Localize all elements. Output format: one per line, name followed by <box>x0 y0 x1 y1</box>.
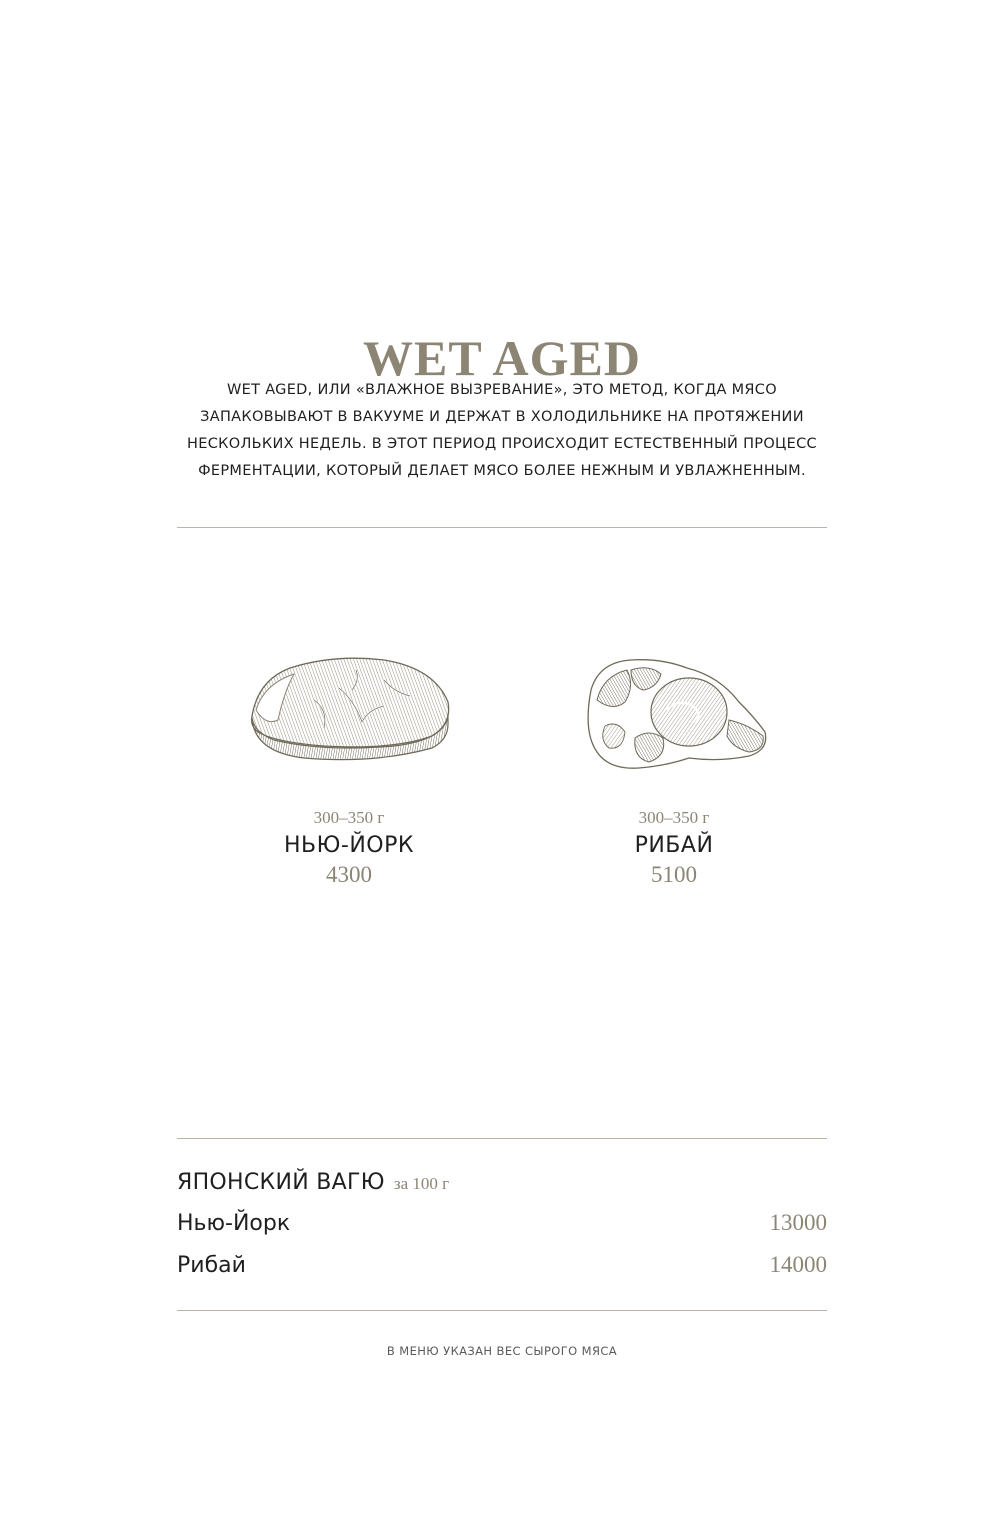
divider-top <box>177 527 827 528</box>
ribeye-steak-illustration <box>569 640 779 780</box>
intro-line: ФЕРМЕНТАЦИИ, КОТОРЫЙ ДЕЛАЕТ МЯСО БОЛЕЕ НЕЖНЫМ И УВЛАЖНЕННЫМ. <box>198 463 806 479</box>
page-title: WET AGED <box>363 329 641 386</box>
footnote: В МЕНЮ УКАЗАН ВЕС СЫРОГО МЯСА <box>386 1344 618 1358</box>
new-york-steak-illustration <box>244 640 454 780</box>
intro-line: ЗАПАКОВЫВАЮТ В ВАКУУМЕ И ДЕРЖАТ В ХОЛОДИЛЬНИКЕ НА ПРОТЯЖЕНИИ <box>200 409 804 425</box>
intro-line: НЕСКОЛЬКИХ НЕДЕЛЬ. В ЭТОТ ПЕРИОД ПРОИСХОДИТ ЕСТЕСТВЕННЫЙ ПРОЦЕСС <box>187 436 817 452</box>
wagyu-item-name: Нью-Йорк <box>177 1211 291 1236</box>
intro-line: WET AGED, ИЛИ «ВЛАЖНОЕ ВЫЗРЕВАНИЕ», ЭТО МЕТОД, КОГДА МЯСО <box>227 382 777 398</box>
wagyu-item-price: 13000 <box>769 1210 827 1235</box>
steak-card-ribeye <box>504 640 844 889</box>
wagyu-title: ЯПОНСКИЙ ВАГЮ <box>177 1170 385 1195</box>
wagyu-item <box>177 1244 827 1286</box>
steak-price: 4300 <box>326 862 372 887</box>
wagyu-item <box>177 1202 827 1244</box>
wagyu-item-price: 14000 <box>769 1252 827 1277</box>
steak-weight: 300–350 г <box>638 808 710 827</box>
steak-name: РИБАЙ <box>634 833 714 858</box>
divider-bottom <box>177 1310 827 1311</box>
wagyu-header <box>177 1164 827 1202</box>
steak-weight: 300–350 г <box>313 808 385 827</box>
wagyu-item-name: Рибай <box>177 1253 246 1278</box>
wagyu-unit: за 100 г <box>393 1174 450 1193</box>
wagyu-section <box>177 1164 827 1286</box>
steak-name: НЬЮ-ЙОРК <box>284 833 414 858</box>
steak-card-new-york <box>179 640 519 889</box>
divider-middle <box>177 1138 827 1139</box>
steak-price: 5100 <box>651 862 697 887</box>
intro-text <box>150 377 854 485</box>
